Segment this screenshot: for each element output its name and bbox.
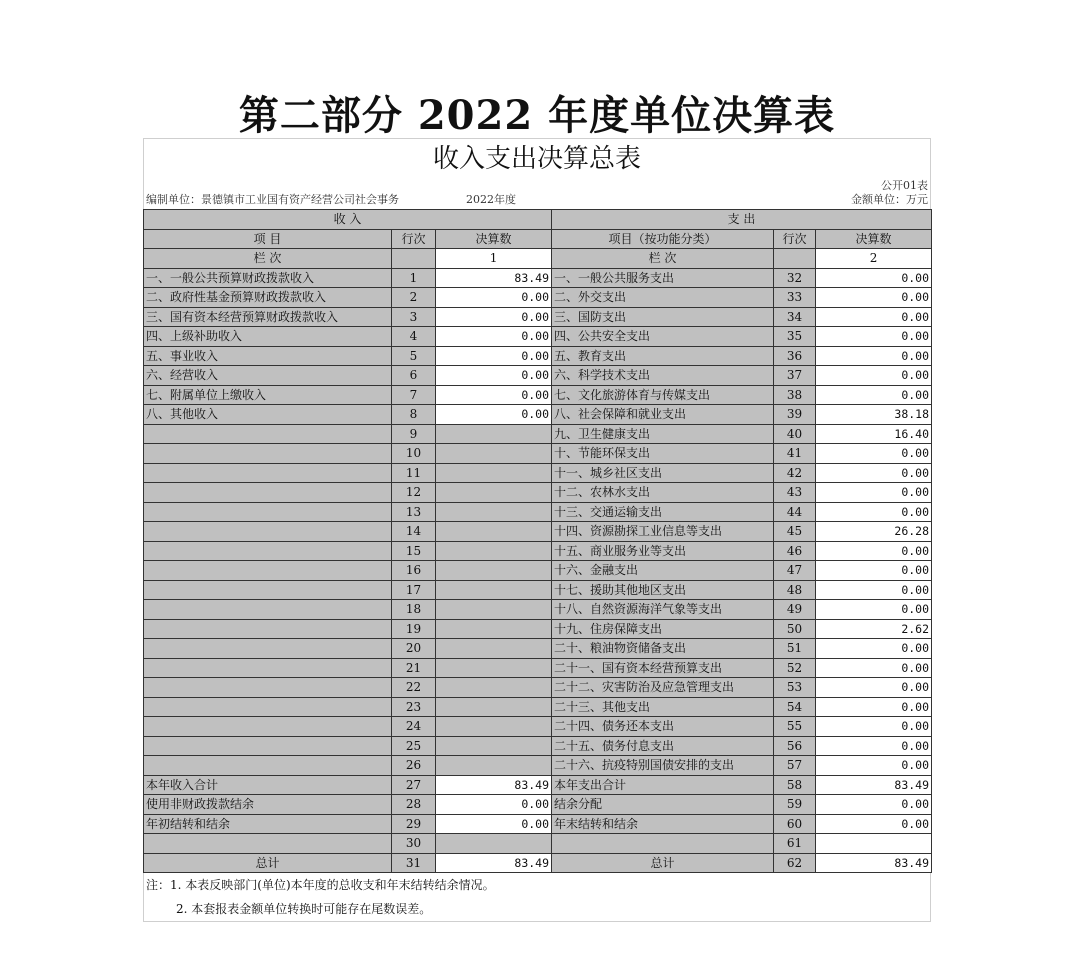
expense-item: 本年支出合计	[552, 775, 774, 795]
meta-row	[143, 175, 931, 209]
expense-amount: 0.00	[816, 814, 932, 834]
table-row	[144, 658, 932, 678]
income-row-no: 8	[392, 405, 436, 425]
expense-item: 一、一般公共服务支出	[552, 268, 774, 288]
income-amount: 0.00	[436, 346, 552, 366]
expense-header: 支 出	[552, 210, 932, 230]
income-row-no: 29	[392, 814, 436, 834]
income-amount: 83.49	[436, 775, 552, 795]
table-row	[144, 424, 932, 444]
table-row	[144, 717, 932, 737]
table-body	[144, 268, 932, 873]
expense-amount: 0.00	[816, 444, 932, 464]
col-index-empty	[774, 249, 816, 269]
expense-row-no: 59	[774, 795, 816, 815]
income-item	[144, 600, 392, 620]
income-item	[144, 541, 392, 561]
expense-row-no: 34	[774, 307, 816, 327]
table-row	[144, 502, 932, 522]
income-row-no: 24	[392, 717, 436, 737]
expense-item: 五、教育支出	[552, 346, 774, 366]
expense-row-no: 36	[774, 346, 816, 366]
summary-row	[144, 795, 932, 815]
table-row	[144, 561, 932, 581]
expense-row-no: 42	[774, 463, 816, 483]
expense-row-no: 58	[774, 775, 816, 795]
expense-row-no: 40	[774, 424, 816, 444]
expense-row-no: 32	[774, 268, 816, 288]
table-row	[144, 268, 932, 288]
income-row-no: 13	[392, 502, 436, 522]
income-amount	[436, 678, 552, 698]
expense-item: 十三、交通运输支出	[552, 502, 774, 522]
table-row	[144, 307, 932, 327]
expense-amount: 16.40	[816, 424, 932, 444]
amount-header: 决算数	[816, 229, 932, 249]
expense-item: 二十四、债务还本支出	[552, 717, 774, 737]
expense-row-no: 49	[774, 600, 816, 620]
header-row-section	[144, 210, 932, 230]
expense-amount: 0.00	[816, 678, 932, 698]
income-row-no: 9	[392, 424, 436, 444]
income-amount	[436, 834, 552, 854]
expense-item: 十、节能环保支出	[552, 444, 774, 464]
income-item	[144, 717, 392, 737]
income-amount: 0.00	[436, 405, 552, 425]
expense-amount: 0.00	[816, 600, 932, 620]
expense-item: 十九、住房保障支出	[552, 619, 774, 639]
income-row-no: 31	[392, 853, 436, 873]
income-row-no: 26	[392, 756, 436, 776]
income-item	[144, 834, 392, 854]
expense-item: 六、科学技术支出	[552, 366, 774, 386]
table-row	[144, 756, 932, 776]
header-row-col-index	[144, 249, 932, 269]
income-amount: 0.00	[436, 327, 552, 347]
income-item	[144, 463, 392, 483]
expense-row-no: 52	[774, 658, 816, 678]
expense-amount: 0.00	[816, 288, 932, 308]
table-row	[144, 405, 932, 425]
income-row-no: 23	[392, 697, 436, 717]
income-item	[144, 697, 392, 717]
note-1: 注：1. 本表反映部门(单位)本年度的总收支和年末结转结余情况。	[146, 878, 495, 892]
income-row-no: 2	[392, 288, 436, 308]
income-row-no: 30	[392, 834, 436, 854]
col-index-label: 栏 次	[552, 249, 774, 269]
income-item	[144, 658, 392, 678]
expense-item: 二十六、抗疫特别国债安排的支出	[552, 756, 774, 776]
expense-item: 十六、金融支出	[552, 561, 774, 581]
income-amount	[436, 639, 552, 659]
income-amount	[436, 522, 552, 542]
notes	[143, 873, 931, 922]
income-row-no: 15	[392, 541, 436, 561]
expense-row-no: 53	[774, 678, 816, 698]
income-amount	[436, 483, 552, 503]
table-row	[144, 697, 932, 717]
expense-row-no: 60	[774, 814, 816, 834]
income-row-no: 27	[392, 775, 436, 795]
fiscal-year: 2022年度	[466, 193, 516, 206]
expense-item: 四、公共安全支出	[552, 327, 774, 347]
table-row	[144, 541, 932, 561]
col-index-label: 栏 次	[144, 249, 392, 269]
income-amount: 0.00	[436, 814, 552, 834]
expense-item: 九、卫生健康支出	[552, 424, 774, 444]
income-item	[144, 424, 392, 444]
table-row	[144, 288, 932, 308]
income-amount	[436, 541, 552, 561]
income-amount: 0.00	[436, 795, 552, 815]
expense-row-no: 38	[774, 385, 816, 405]
expense-item: 十八、自然资源海洋气象等支出	[552, 600, 774, 620]
expense-row-no: 55	[774, 717, 816, 737]
expense-amount: 38.18	[816, 405, 932, 425]
income-item: 一、一般公共预算财政拨款收入	[144, 268, 392, 288]
expense-row-no: 45	[774, 522, 816, 542]
expense-item: 七、文化旅游体育与传媒支出	[552, 385, 774, 405]
expense-amount: 0.00	[816, 502, 932, 522]
income-amount: 83.49	[436, 268, 552, 288]
budget-table	[143, 209, 932, 873]
income-row-no: 21	[392, 658, 436, 678]
income-item: 八、其他收入	[144, 405, 392, 425]
expense-row-no: 48	[774, 580, 816, 600]
table-row	[144, 600, 932, 620]
income-row-no: 19	[392, 619, 436, 639]
expense-item: 二十三、其他支出	[552, 697, 774, 717]
expense-row-no: 61	[774, 834, 816, 854]
expense-item: 二十二、灾害防治及应急管理支出	[552, 678, 774, 698]
total-row	[144, 853, 932, 873]
note-2: 2. 本套报表金额单位转换时可能存在尾数误差。	[176, 902, 432, 916]
income-header: 收 入	[144, 210, 552, 230]
expense-row-no: 39	[774, 405, 816, 425]
compiling-unit: 编制单位：景德镇市工业国有资产经营公司社会事务	[146, 193, 399, 206]
expense-amount: 0.00	[816, 658, 932, 678]
expense-amount: 26.28	[816, 522, 932, 542]
income-row-no: 20	[392, 639, 436, 659]
income-row-no: 16	[392, 561, 436, 581]
expense-row-no: 33	[774, 288, 816, 308]
item-header: 项 目	[144, 229, 392, 249]
income-row-no: 11	[392, 463, 436, 483]
expense-item: 年末结转和结余	[552, 814, 774, 834]
income-row-no: 18	[392, 600, 436, 620]
expense-amount: 0.00	[816, 756, 932, 776]
row-no-header: 行次	[392, 229, 436, 249]
expense-row-no: 43	[774, 483, 816, 503]
expense-row-no: 37	[774, 366, 816, 386]
income-amount	[436, 717, 552, 737]
expense-total-amount: 83.49	[816, 853, 932, 873]
report-sheet	[143, 138, 931, 922]
income-item	[144, 483, 392, 503]
income-item	[144, 678, 392, 698]
table-row	[144, 522, 932, 542]
table-row	[144, 736, 932, 756]
amount-header: 决算数	[436, 229, 552, 249]
expense-row-no: 54	[774, 697, 816, 717]
income-row-no: 7	[392, 385, 436, 405]
expense-total-label: 总计	[552, 853, 774, 873]
expense-amount: 0.00	[816, 366, 932, 386]
table-row	[144, 580, 932, 600]
income-item: 四、上级补助收入	[144, 327, 392, 347]
expense-amount: 0.00	[816, 561, 932, 581]
form-code: 公开01表	[881, 179, 928, 192]
income-item	[144, 580, 392, 600]
table-title: 收入支出决算总表	[143, 138, 931, 175]
income-item	[144, 756, 392, 776]
income-row-no: 3	[392, 307, 436, 327]
expense-item: 十七、援助其他地区支出	[552, 580, 774, 600]
income-item	[144, 522, 392, 542]
income-amount: 0.00	[436, 385, 552, 405]
income-item: 二、政府性基金预算财政拨款收入	[144, 288, 392, 308]
income-item	[144, 736, 392, 756]
expense-amount: 0.00	[816, 307, 932, 327]
income-amount	[436, 600, 552, 620]
income-amount	[436, 756, 552, 776]
table-row	[144, 483, 932, 503]
expense-amount: 0.00	[816, 268, 932, 288]
expense-amount: 0.00	[816, 483, 932, 503]
income-row-no: 6	[392, 366, 436, 386]
header-row-columns	[144, 229, 932, 249]
table-row	[144, 327, 932, 347]
expense-amount: 0.00	[816, 580, 932, 600]
income-row-no: 22	[392, 678, 436, 698]
income-amount	[436, 658, 552, 678]
income-row-no: 17	[392, 580, 436, 600]
expense-item	[552, 834, 774, 854]
income-amount	[436, 502, 552, 522]
table-row	[144, 463, 932, 483]
table-row	[144, 639, 932, 659]
expense-item: 二十五、债务付息支出	[552, 736, 774, 756]
income-amount: 0.00	[436, 288, 552, 308]
col-index-empty	[392, 249, 436, 269]
income-item: 七、附属单位上缴收入	[144, 385, 392, 405]
expense-amount: 2.62	[816, 619, 932, 639]
income-row-no: 28	[392, 795, 436, 815]
income-amount: 0.00	[436, 366, 552, 386]
income-row-no: 12	[392, 483, 436, 503]
expense-item: 十五、商业服务业等支出	[552, 541, 774, 561]
expense-row-no: 57	[774, 756, 816, 776]
income-item	[144, 561, 392, 581]
income-item: 五、事业收入	[144, 346, 392, 366]
table-row	[144, 366, 932, 386]
table-row	[144, 346, 932, 366]
income-row-no: 14	[392, 522, 436, 542]
income-item: 使用非财政拨款结余	[144, 795, 392, 815]
income-total-amount: 83.49	[436, 853, 552, 873]
expense-amount: 0.00	[816, 463, 932, 483]
summary-row	[144, 775, 932, 795]
amount-unit: 金额单位：万元	[851, 193, 928, 206]
expense-amount: 0.00	[816, 736, 932, 756]
expense-row-no: 44	[774, 502, 816, 522]
expense-item: 十二、农林水支出	[552, 483, 774, 503]
income-item: 年初结转和结余	[144, 814, 392, 834]
income-amount	[436, 424, 552, 444]
table-row	[144, 619, 932, 639]
expense-amount: 83.49	[816, 775, 932, 795]
expense-amount: 0.00	[816, 795, 932, 815]
expense-item: 十四、资源勘探工业信息等支出	[552, 522, 774, 542]
table-row	[144, 385, 932, 405]
col-index-value: 1	[436, 249, 552, 269]
income-total-label: 总计	[144, 853, 392, 873]
income-row-no: 1	[392, 268, 436, 288]
expense-amount: 0.00	[816, 697, 932, 717]
expense-item: 八、社会保障和就业支出	[552, 405, 774, 425]
expense-row-no: 50	[774, 619, 816, 639]
income-item	[144, 444, 392, 464]
income-amount	[436, 619, 552, 639]
table-row	[144, 444, 932, 464]
expense-row-no: 62	[774, 853, 816, 873]
income-amount	[436, 736, 552, 756]
page-title: 第二部分 2022 年度单位决算表	[238, 92, 836, 139]
expense-row-no: 56	[774, 736, 816, 756]
expense-row-no: 46	[774, 541, 816, 561]
income-item	[144, 619, 392, 639]
income-item: 本年收入合计	[144, 775, 392, 795]
income-amount	[436, 444, 552, 464]
income-item: 六、经营收入	[144, 366, 392, 386]
expense-row-no: 51	[774, 639, 816, 659]
expense-item: 二、外交支出	[552, 288, 774, 308]
row-no-header: 行次	[774, 229, 816, 249]
expense-item: 结余分配	[552, 795, 774, 815]
expense-amount	[816, 834, 932, 854]
table-row	[144, 678, 932, 698]
income-item: 三、国有资本经营预算财政拨款收入	[144, 307, 392, 327]
income-row-no: 5	[392, 346, 436, 366]
col-index-value: 2	[816, 249, 932, 269]
expense-row-no: 41	[774, 444, 816, 464]
income-row-no: 10	[392, 444, 436, 464]
expense-item: 十一、城乡社区支出	[552, 463, 774, 483]
income-row-no: 25	[392, 736, 436, 756]
income-amount	[436, 463, 552, 483]
expense-amount: 0.00	[816, 346, 932, 366]
income-amount	[436, 697, 552, 717]
income-item	[144, 502, 392, 522]
summary-row	[144, 814, 932, 834]
item-func-header: 项目（按功能分类）	[552, 229, 774, 249]
expense-row-no: 47	[774, 561, 816, 581]
expense-row-no: 35	[774, 327, 816, 347]
expense-item: 二十、粮油物资储备支出	[552, 639, 774, 659]
income-amount	[436, 561, 552, 581]
income-amount	[436, 580, 552, 600]
expense-amount: 0.00	[816, 541, 932, 561]
expense-item: 三、国防支出	[552, 307, 774, 327]
expense-amount: 0.00	[816, 385, 932, 405]
income-amount: 0.00	[436, 307, 552, 327]
income-item	[144, 639, 392, 659]
income-row-no: 4	[392, 327, 436, 347]
expense-item: 二十一、国有资本经营预算支出	[552, 658, 774, 678]
expense-amount: 0.00	[816, 639, 932, 659]
expense-amount: 0.00	[816, 327, 932, 347]
expense-amount: 0.00	[816, 717, 932, 737]
summary-row	[144, 834, 932, 854]
